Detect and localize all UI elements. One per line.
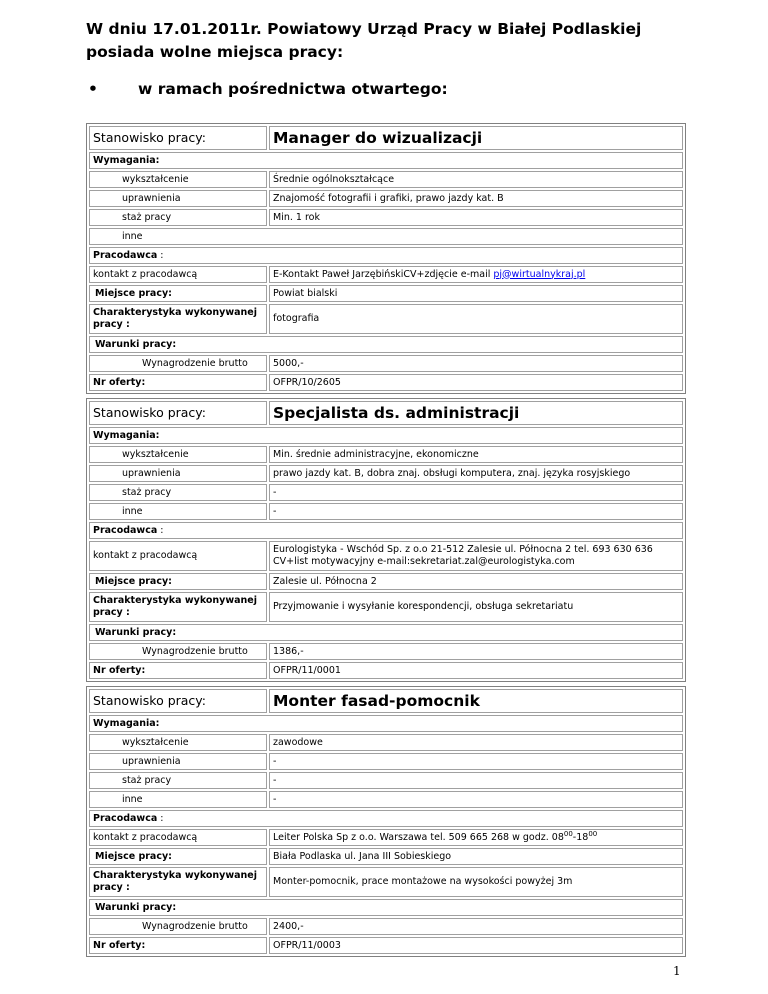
workplace-value: Powiat bialski	[269, 285, 683, 302]
experience-value: -	[269, 484, 683, 501]
offer-number-label: Nr oferty:	[89, 374, 267, 391]
conditions-label: Warunki pracy:	[89, 624, 683, 641]
position-title: Manager do wizualizacji	[269, 126, 683, 150]
job-offer-table	[86, 123, 686, 394]
position-title: Monter fasad-pomocnik	[269, 689, 683, 713]
contact-value: Eurologistyka - Wschód Sp. z o.o 21-512 Zalesie ul. Północna 2 tel. 693 630 636 CV+list motywacyjny e-mail:sekretariat.zal@eurologistyka.com	[269, 541, 683, 571]
salary-value: 1386,-	[269, 643, 683, 660]
workplace-label: Miejsce pracy:	[89, 848, 267, 865]
education-label: wykształcenie	[89, 734, 267, 751]
education-value: zawodowe	[269, 734, 683, 751]
education-value: Min. średnie administracyjne, ekonomiczne	[269, 446, 683, 463]
experience-label: staż pracy	[89, 209, 267, 226]
salary-label: Wynagrodzenie brutto	[89, 918, 267, 935]
employer-label: Pracodawca :	[89, 810, 683, 827]
workplace-label: Miejsce pracy:	[89, 285, 267, 302]
job-description-label: Charakterystyka wykonywanej pracy :	[89, 592, 267, 622]
requirements-label: Wymagania:	[89, 152, 683, 169]
bullet-icon: •	[88, 80, 98, 98]
qualifications-value: -	[269, 753, 683, 770]
conditions-label: Warunki pracy:	[89, 336, 683, 353]
other-label: inne	[89, 503, 267, 520]
page-number: 1	[673, 964, 681, 978]
contact-label: kontakt z pracodawcą	[89, 541, 267, 571]
requirements-label: Wymagania:	[89, 715, 683, 732]
offer-number-label: Nr oferty:	[89, 937, 267, 954]
contact-value: E-Kontakt Paweł JarzębińskiCV+zdjęcie e-mail pj@wirtualnykraj.pl	[269, 266, 683, 283]
offer-number-value: OFPR/11/0001	[269, 662, 683, 679]
qualifications-label: uprawnienia	[89, 465, 267, 482]
education-value: Średnie ogólnokształcące	[269, 171, 683, 188]
contact-label: kontakt z pracodawcą	[89, 266, 267, 283]
position-title: Specjalista ds. administracji	[269, 401, 683, 425]
requirements-label: Wymagania:	[89, 427, 683, 444]
salary-label: Wynagrodzenie brutto	[89, 643, 267, 660]
job-description-value: fotografia	[269, 304, 683, 334]
workplace-value: Zalesie ul. Północna 2	[269, 573, 683, 590]
qualifications-value: Znajomość fotografii i grafiki, prawo jazdy kat. B	[269, 190, 683, 207]
other-label: inne	[89, 791, 267, 808]
offer-number-value: OFPR/11/0003	[269, 937, 683, 954]
experience-value: Min. 1 rok	[269, 209, 683, 226]
education-label: wykształcenie	[89, 446, 267, 463]
other-label: inne	[89, 228, 683, 245]
qualifications-label: uprawnienia	[89, 190, 267, 207]
experience-label: staż pracy	[89, 484, 267, 501]
qualifications-label: uprawnienia	[89, 753, 267, 770]
salary-value: 2400,-	[269, 918, 683, 935]
contact-label: kontakt z pracodawcą	[89, 829, 267, 846]
email-link[interactable]: pj@wirtualnykraj.pl	[493, 268, 586, 280]
job-description-value: Przyjmowanie i wysyłanie korespondencji, obsługa sekretariatu	[269, 592, 683, 622]
section-heading-text: w ramach pośrednictwa otwartego:	[138, 80, 448, 98]
qualifications-value: prawo jazdy kat. B, dobra znaj. obsługi komputera, znaj. języka rosyjskiego	[269, 465, 683, 482]
job-offer-table	[86, 686, 686, 957]
position-label: Stanowisko pracy:	[89, 401, 267, 425]
job-description-label: Charakterystyka wykonywanej pracy :	[89, 867, 267, 897]
job-offer-table	[86, 398, 686, 682]
experience-value: -	[269, 772, 683, 789]
job-description-label: Charakterystyka wykonywanej pracy :	[89, 304, 267, 334]
workplace-value: Biała Podlaska ul. Jana III Sobieskiego	[269, 848, 683, 865]
position-label: Stanowisko pracy:	[89, 126, 267, 150]
offer-number-label: Nr oferty:	[89, 662, 267, 679]
position-label: Stanowisko pracy:	[89, 689, 267, 713]
employer-label: Pracodawca :	[89, 247, 683, 264]
experience-label: staż pracy	[89, 772, 267, 789]
other-value: -	[269, 503, 683, 520]
workplace-label: Miejsce pracy:	[89, 573, 267, 590]
education-label: wykształcenie	[89, 171, 267, 188]
offer-number-value: OFPR/10/2605	[269, 374, 683, 391]
salary-value: 5000,-	[269, 355, 683, 372]
job-description-value: Monter-pomocnik, prace montażowe na wysokości powyżej 3m	[269, 867, 683, 897]
salary-label: Wynagrodzenie brutto	[89, 355, 267, 372]
other-value: -	[269, 791, 683, 808]
employer-label: Pracodawca :	[89, 522, 683, 539]
contact-value: Leiter Polska Sp z o.o. Warszawa tel. 509 665 268 w godz. $08^{00}-18^{00}$	[269, 829, 683, 846]
conditions-label: Warunki pracy:	[89, 899, 683, 916]
page-title: W dniu 17.01.2011r. Powiatowy Urząd Pracy w Białej Podlaskiej posiada wolne miejsca pracy:	[86, 20, 642, 61]
